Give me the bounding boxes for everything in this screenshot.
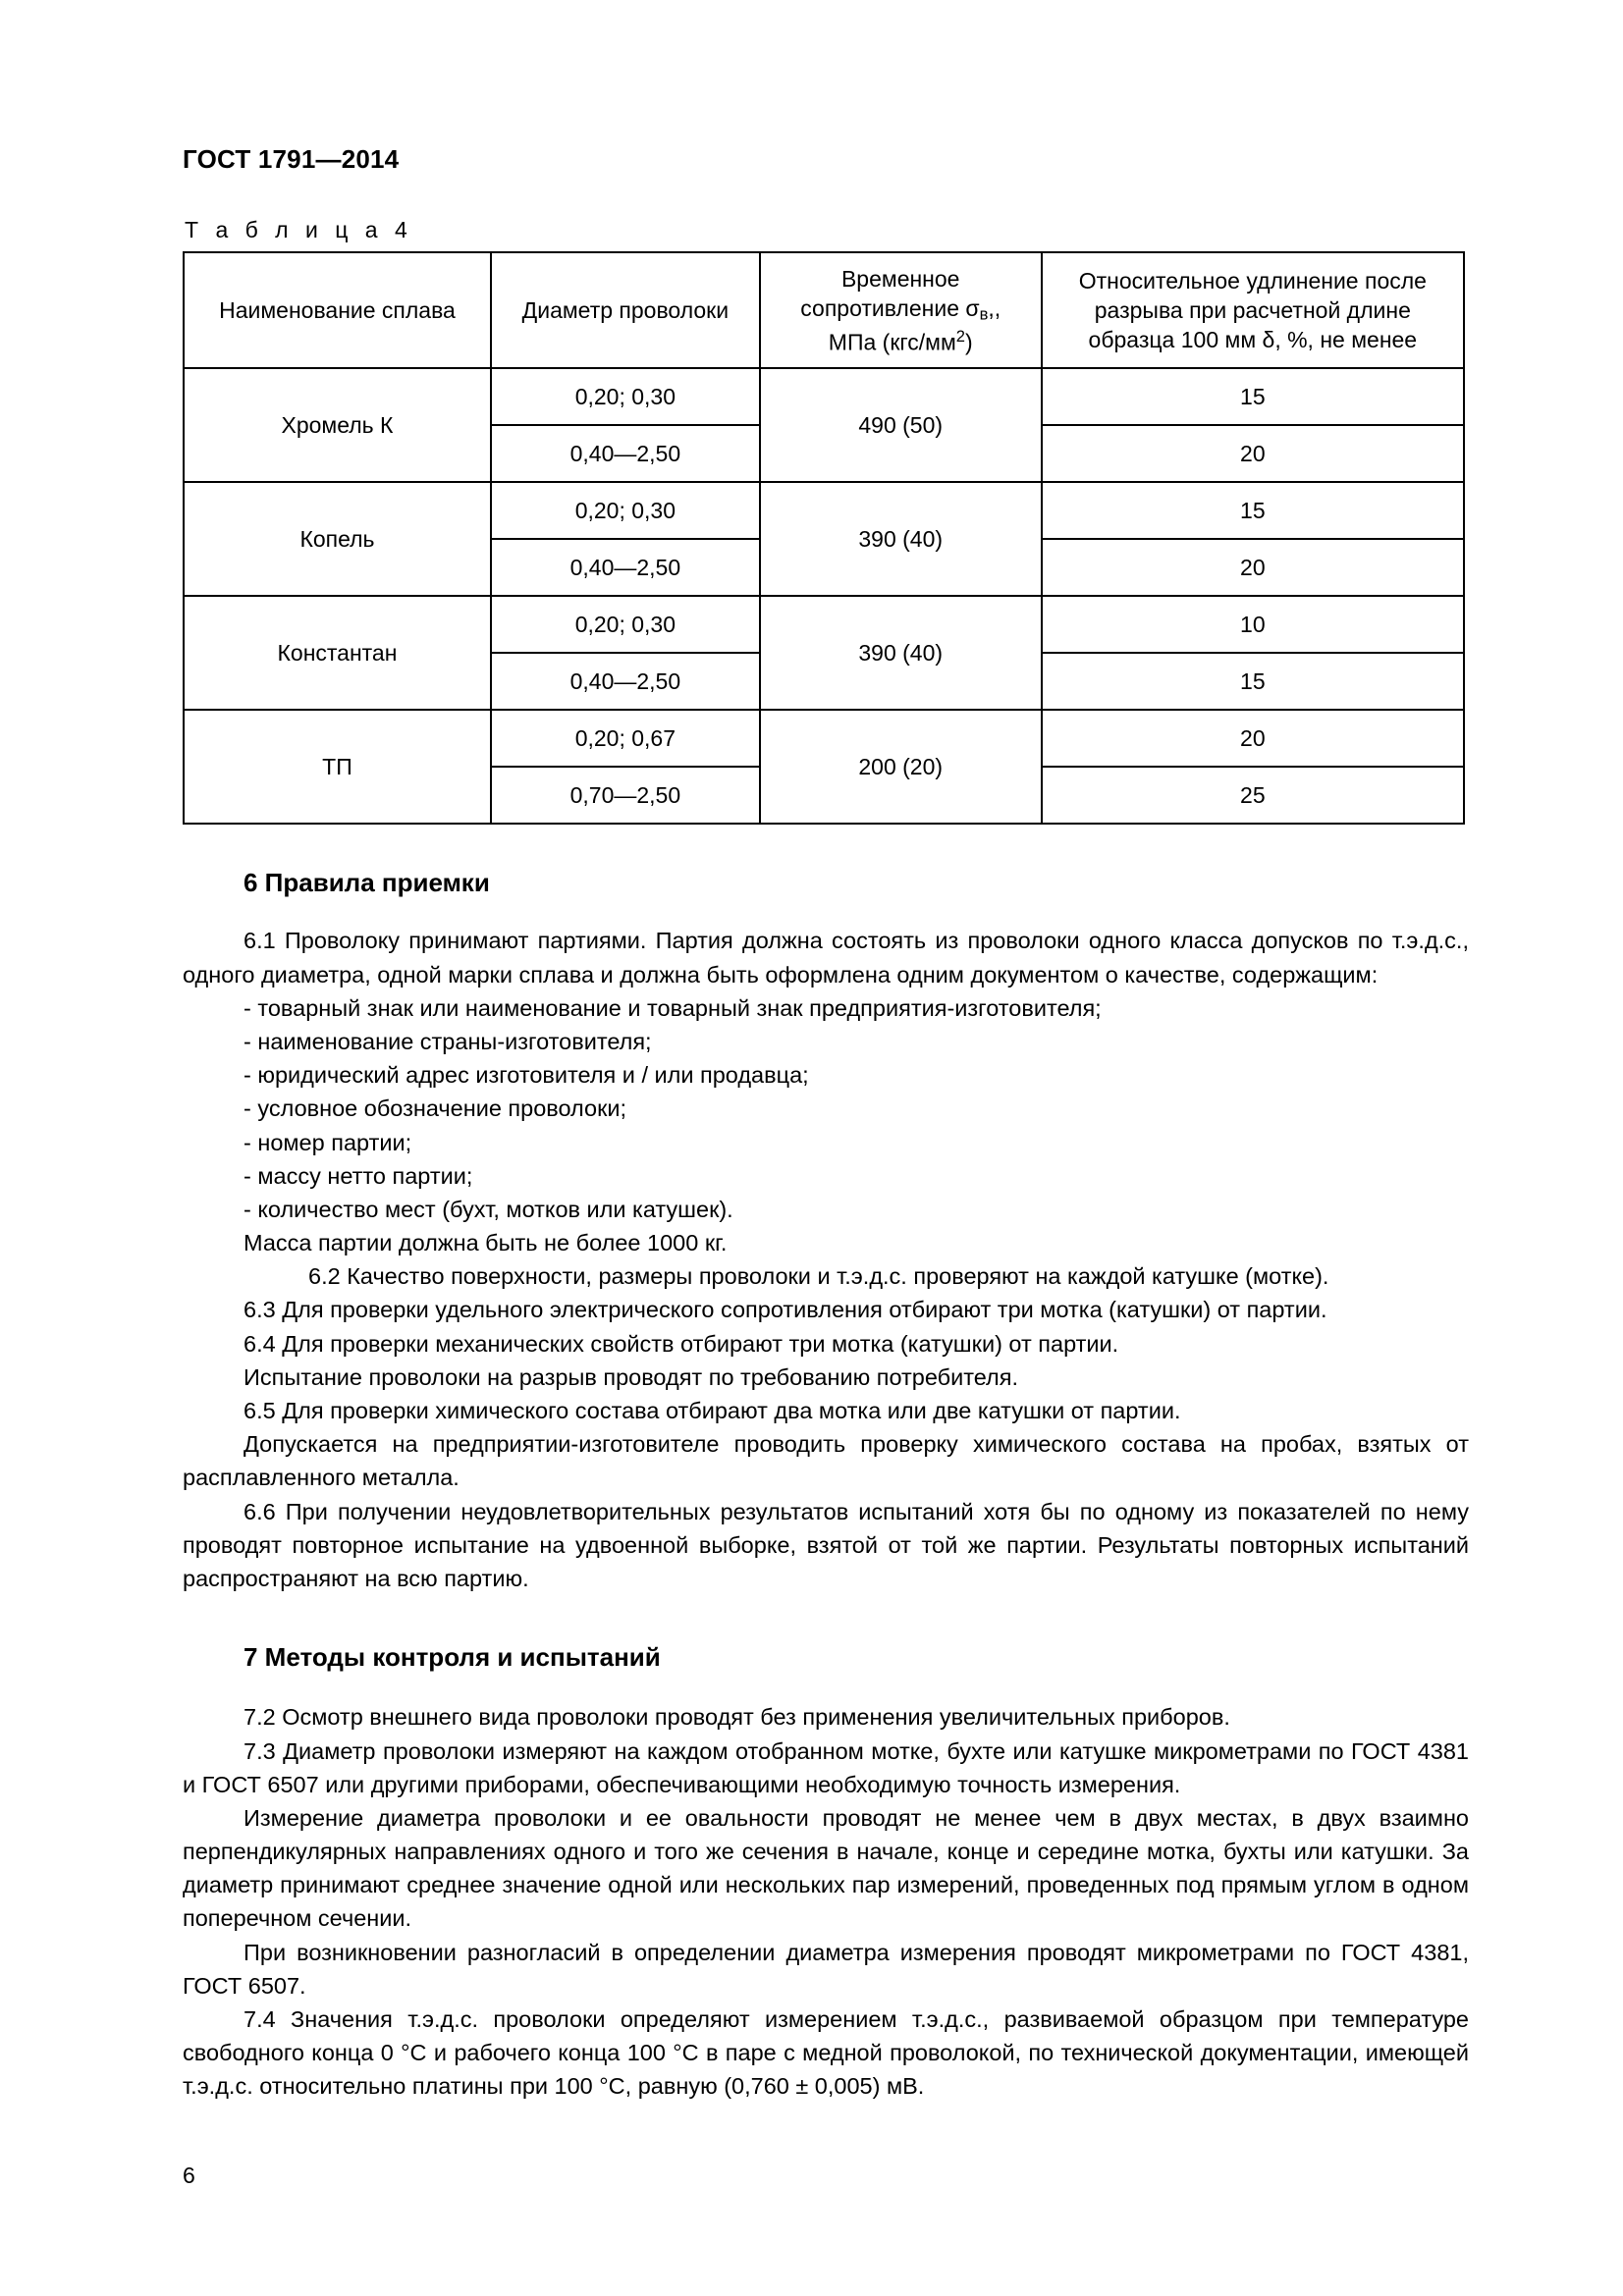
list-item: - товарный знак или наименование и товарный знак предприятия-изготовителя; [243,994,1102,1021]
cell-diameter: 0,40—2,50 [491,653,760,710]
cell-elongation: 20 [1042,710,1464,767]
list-item: - наименование страны-изготовителя; [243,1028,652,1054]
paragraph-6-1: 6.1 Проволоку принимают партиями. Партия должна состоять из проволоки одного класса допусков по т.э.д.с., одного диаметра, одной марки сплава и должна быть оформлена одним документом о качестве, содержащим: [183,928,1469,988]
table-header-row [184,252,1464,368]
list-item: - номер партии; [243,1129,412,1155]
sigma-subscript: в [979,304,989,324]
list-item: - условное обозначение проволоки; [243,1095,627,1122]
cell-diameter: 0,40—2,50 [491,425,760,482]
table-row [184,596,1464,653]
paragraph-6-6: 6.6 При получении неудовлетворительных результатов испытаний хотя бы по одному из показателей по нему проводят повторное испытание на удвоенной выборке, взятой от той же партии. Результаты повторных испытаний распространяют на всю партию. [183,1498,1469,1591]
paragraph-6-2: 6.2 Качество поверхности, размеры проволоки и т.э.д.с. проверяют на каждой катушке (мотке). [308,1263,1329,1290]
paragraph-7-2: 7.2 Осмотр внешнего вида проволоки проводят без применения увеличительных приборов. [243,1704,1230,1731]
table-caption: Т а б л и ц а 4 [185,216,413,242]
paragraph-7-3: 7.3 Диаметр проволоки измеряют на каждом отобранном мотке, бухте или катушке микрометрами по ГОСТ 4381 и ГОСТ 6507 или другими приборами, обеспечивающими необходимую точность измерения. [183,1737,1469,1797]
cell-elongation: 20 [1042,539,1464,596]
section-heading-7: 7 Методы контроля и испытаний [243,1642,661,1673]
paragraph-7-3b: Измерение диаметра проволоки и ее овальности проводят не менее чем в двух местах, в двух взаимно перпендикулярных направлениях одного и того же сечения в начале, конце и середине мотка, бухты или катушки. За диаметр принимают среднее значение одной или нескольких пар измерений, проведенных под прямым углом в одном поперечном сечении. [183,1804,1469,1932]
cell-tensile-strength: 200 (20) [760,710,1042,824]
paragraph-6-3: 6.3 Для проверки удельного электрического сопротивления отбирают три мотка (катушки) от партии. [243,1297,1327,1323]
page-content [183,145,1469,2104]
cell-elongation: 20 [1042,425,1464,482]
cell-elongation: 15 [1042,482,1464,539]
table-row [184,368,1464,425]
paragraph-7-3c: При возникновении разногласий в определении диаметра измерения проводят микрометрами по ГОСТ 4381, ГОСТ 6507. [183,1939,1469,1999]
elongation-line-2: разрыва при расчетной длине [1094,297,1411,323]
paragraph-6-4b: Испытание проволоки на разрыв проводят по требованию потребителя. [243,1363,1019,1390]
cell-elongation: 15 [1042,368,1464,425]
cell-diameter: 0,70—2,50 [491,767,760,824]
cell-tensile-strength: 390 (40) [760,596,1042,710]
cell-diameter: 0,20; 0,67 [491,710,760,767]
tensile-line-1: Временное [840,265,960,292]
cell-diameter: 0,20; 0,30 [491,368,760,425]
cell-alloy-name: ТП [184,710,491,824]
cell-alloy-name: Константан [184,596,491,710]
cell-tensile-strength: 390 (40) [760,482,1042,596]
cell-alloy-name: Копель [184,482,491,596]
column-header-diameter: Диаметр проволоки [491,252,760,368]
paragraph-6-5: 6.5 Для проверки химического состава отбирают два мотка или две катушки от партии. [243,1398,1181,1423]
elongation-line-1: Относительное удлинение после [1078,267,1427,294]
cell-elongation: 15 [1042,653,1464,710]
list-item: - юридический адрес изготовителя и / или продавца; [243,1062,809,1089]
cell-elongation: 10 [1042,596,1464,653]
column-header-elongation [1042,252,1464,368]
list-item: - количество мест (бухт, мотков или катушек). [243,1196,733,1222]
elongation-line-3: образца 100 мм δ, %, не менее [1088,327,1418,353]
cell-elongation: 25 [1042,767,1464,824]
tensile-line-3-pre: МПа (кгс/мм [828,329,956,355]
square-superscript: 2 [955,326,965,346]
cell-diameter: 0,40—2,50 [491,539,760,596]
paragraph-7-4: 7.4 Значения т.э.д.с. проволоки определяют измерением т.э.д.с., развиваемой образцом при температуре свободного конца 0 °С и рабочего конца 100 °С в паре с медной проволокой, по технической документации, имеющей т.э.д.с. относительно платины при 100 °С, равную (0,760 ± 0,005) мВ. [183,2006,1469,2100]
list-item: - массу нетто партии; [243,1162,473,1189]
cell-alloy-name: Хромель К [184,368,491,482]
table-row [184,482,1464,539]
table-row [184,710,1464,767]
tensile-line-2-pre: сопротивление σ [800,295,980,322]
column-header-alloy: Наименование сплава [184,252,491,368]
paragraph-6-4: 6.4 Для проверки механических свойств отбирают три мотка (катушки) от партии. [243,1330,1119,1357]
paragraph-6-5b: Допускается на предприятии-изготовителе проводить проверку химического состава на пробах, взятых от расплавленного металла. [183,1431,1469,1491]
page-number: 6 [183,2163,195,2188]
section-heading-6: 6 Правила приемки [243,868,490,898]
tensile-line-2-post: ,, [988,295,1001,322]
cell-diameter: 0,20; 0,30 [491,596,760,653]
mechanical-properties-table [183,251,1465,825]
column-header-tensile-strength [760,252,1042,368]
cell-tensile-strength: 490 (50) [760,368,1042,482]
document-header: ГОСТ 1791—2014 [183,144,400,174]
paragraph-batch-mass: Масса партии должна быть не более 1000 кг. [243,1230,728,1256]
tensile-line-3-post: ) [964,329,973,355]
cell-diameter: 0,20; 0,30 [491,482,760,539]
